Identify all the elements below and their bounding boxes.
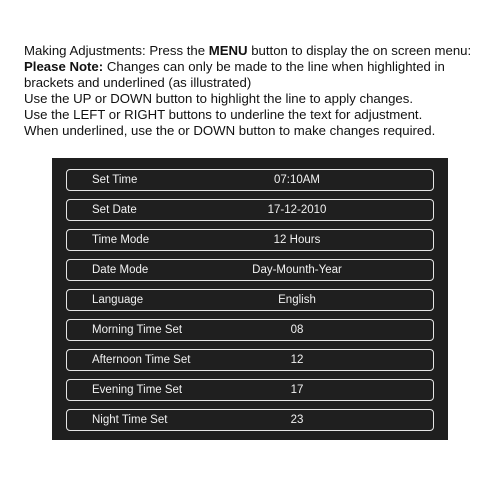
instruction-line-3: brackets and underlined (as illustrated): [24, 75, 252, 90]
instruction-line-2: [24, 59, 494, 75]
menu-item-value: 23: [290, 414, 304, 426]
menu-item-set-time[interactable]: [66, 169, 434, 191]
menu-item-value: 07:10AM: [273, 174, 321, 186]
please-note-label: Please Note:: [24, 59, 104, 74]
menu-item-value: 12: [290, 354, 304, 366]
instructions-text: [24, 43, 494, 139]
menu-item-time-mode[interactable]: [66, 229, 434, 251]
menu-item-evening-time-set[interactable]: [66, 379, 434, 401]
menu-item-label: Afternoon Time Set: [92, 354, 191, 366]
menu-item-afternoon-time-set[interactable]: [66, 349, 434, 371]
instruction-line-5: Use the LEFT or RIGHT buttons to underline the text for adjustment.: [24, 107, 423, 122]
menu-item-value: Day-Mounth-Year: [252, 264, 342, 276]
menu-item-label: Morning Time Set: [92, 324, 183, 336]
menu-item-morning-time-set[interactable]: [66, 319, 434, 341]
menu-item-value: 12 Hours: [273, 234, 321, 246]
instruction-line-1: [24, 43, 494, 59]
instruction-line-6: When underlined, use the or DOWN button to make changes required.: [24, 123, 436, 138]
menu-item-label: Time Mode: [92, 234, 150, 246]
menu-item-label: Evening Time Set: [92, 384, 183, 396]
menu-item-label: Language: [92, 294, 144, 306]
instruction-line-4: Use the UP or DOWN button to highlight the line to apply changes.: [24, 91, 414, 106]
instruction-line-1-prefix: Making Adjustments: Press the: [24, 43, 209, 58]
menu-item-label: Set Time: [92, 174, 138, 186]
instruction-line-1-suffix: button to display the on screen menu:: [247, 43, 472, 58]
menu-item-value: English: [278, 294, 316, 306]
menu-item-value: 17: [290, 384, 304, 396]
menu-item-label: Set Date: [92, 204, 137, 216]
menu-item-value: 08: [290, 324, 304, 336]
menu-item-date-mode[interactable]: [66, 259, 434, 281]
menu-item-label: Night Time Set: [92, 414, 168, 426]
menu-item-value: 17-12-2010: [267, 204, 327, 216]
menu-item-language[interactable]: [66, 289, 434, 311]
menu-item-night-time-set[interactable]: [66, 409, 434, 431]
instruction-line-2-rest: Changes can only be made to the line when highlighted in: [103, 59, 445, 74]
menu-item-set-date[interactable]: [66, 199, 434, 221]
menu-item-label: Date Mode: [92, 264, 149, 276]
menu-button-name: MENU: [208, 43, 248, 58]
on-screen-menu: [52, 158, 448, 440]
